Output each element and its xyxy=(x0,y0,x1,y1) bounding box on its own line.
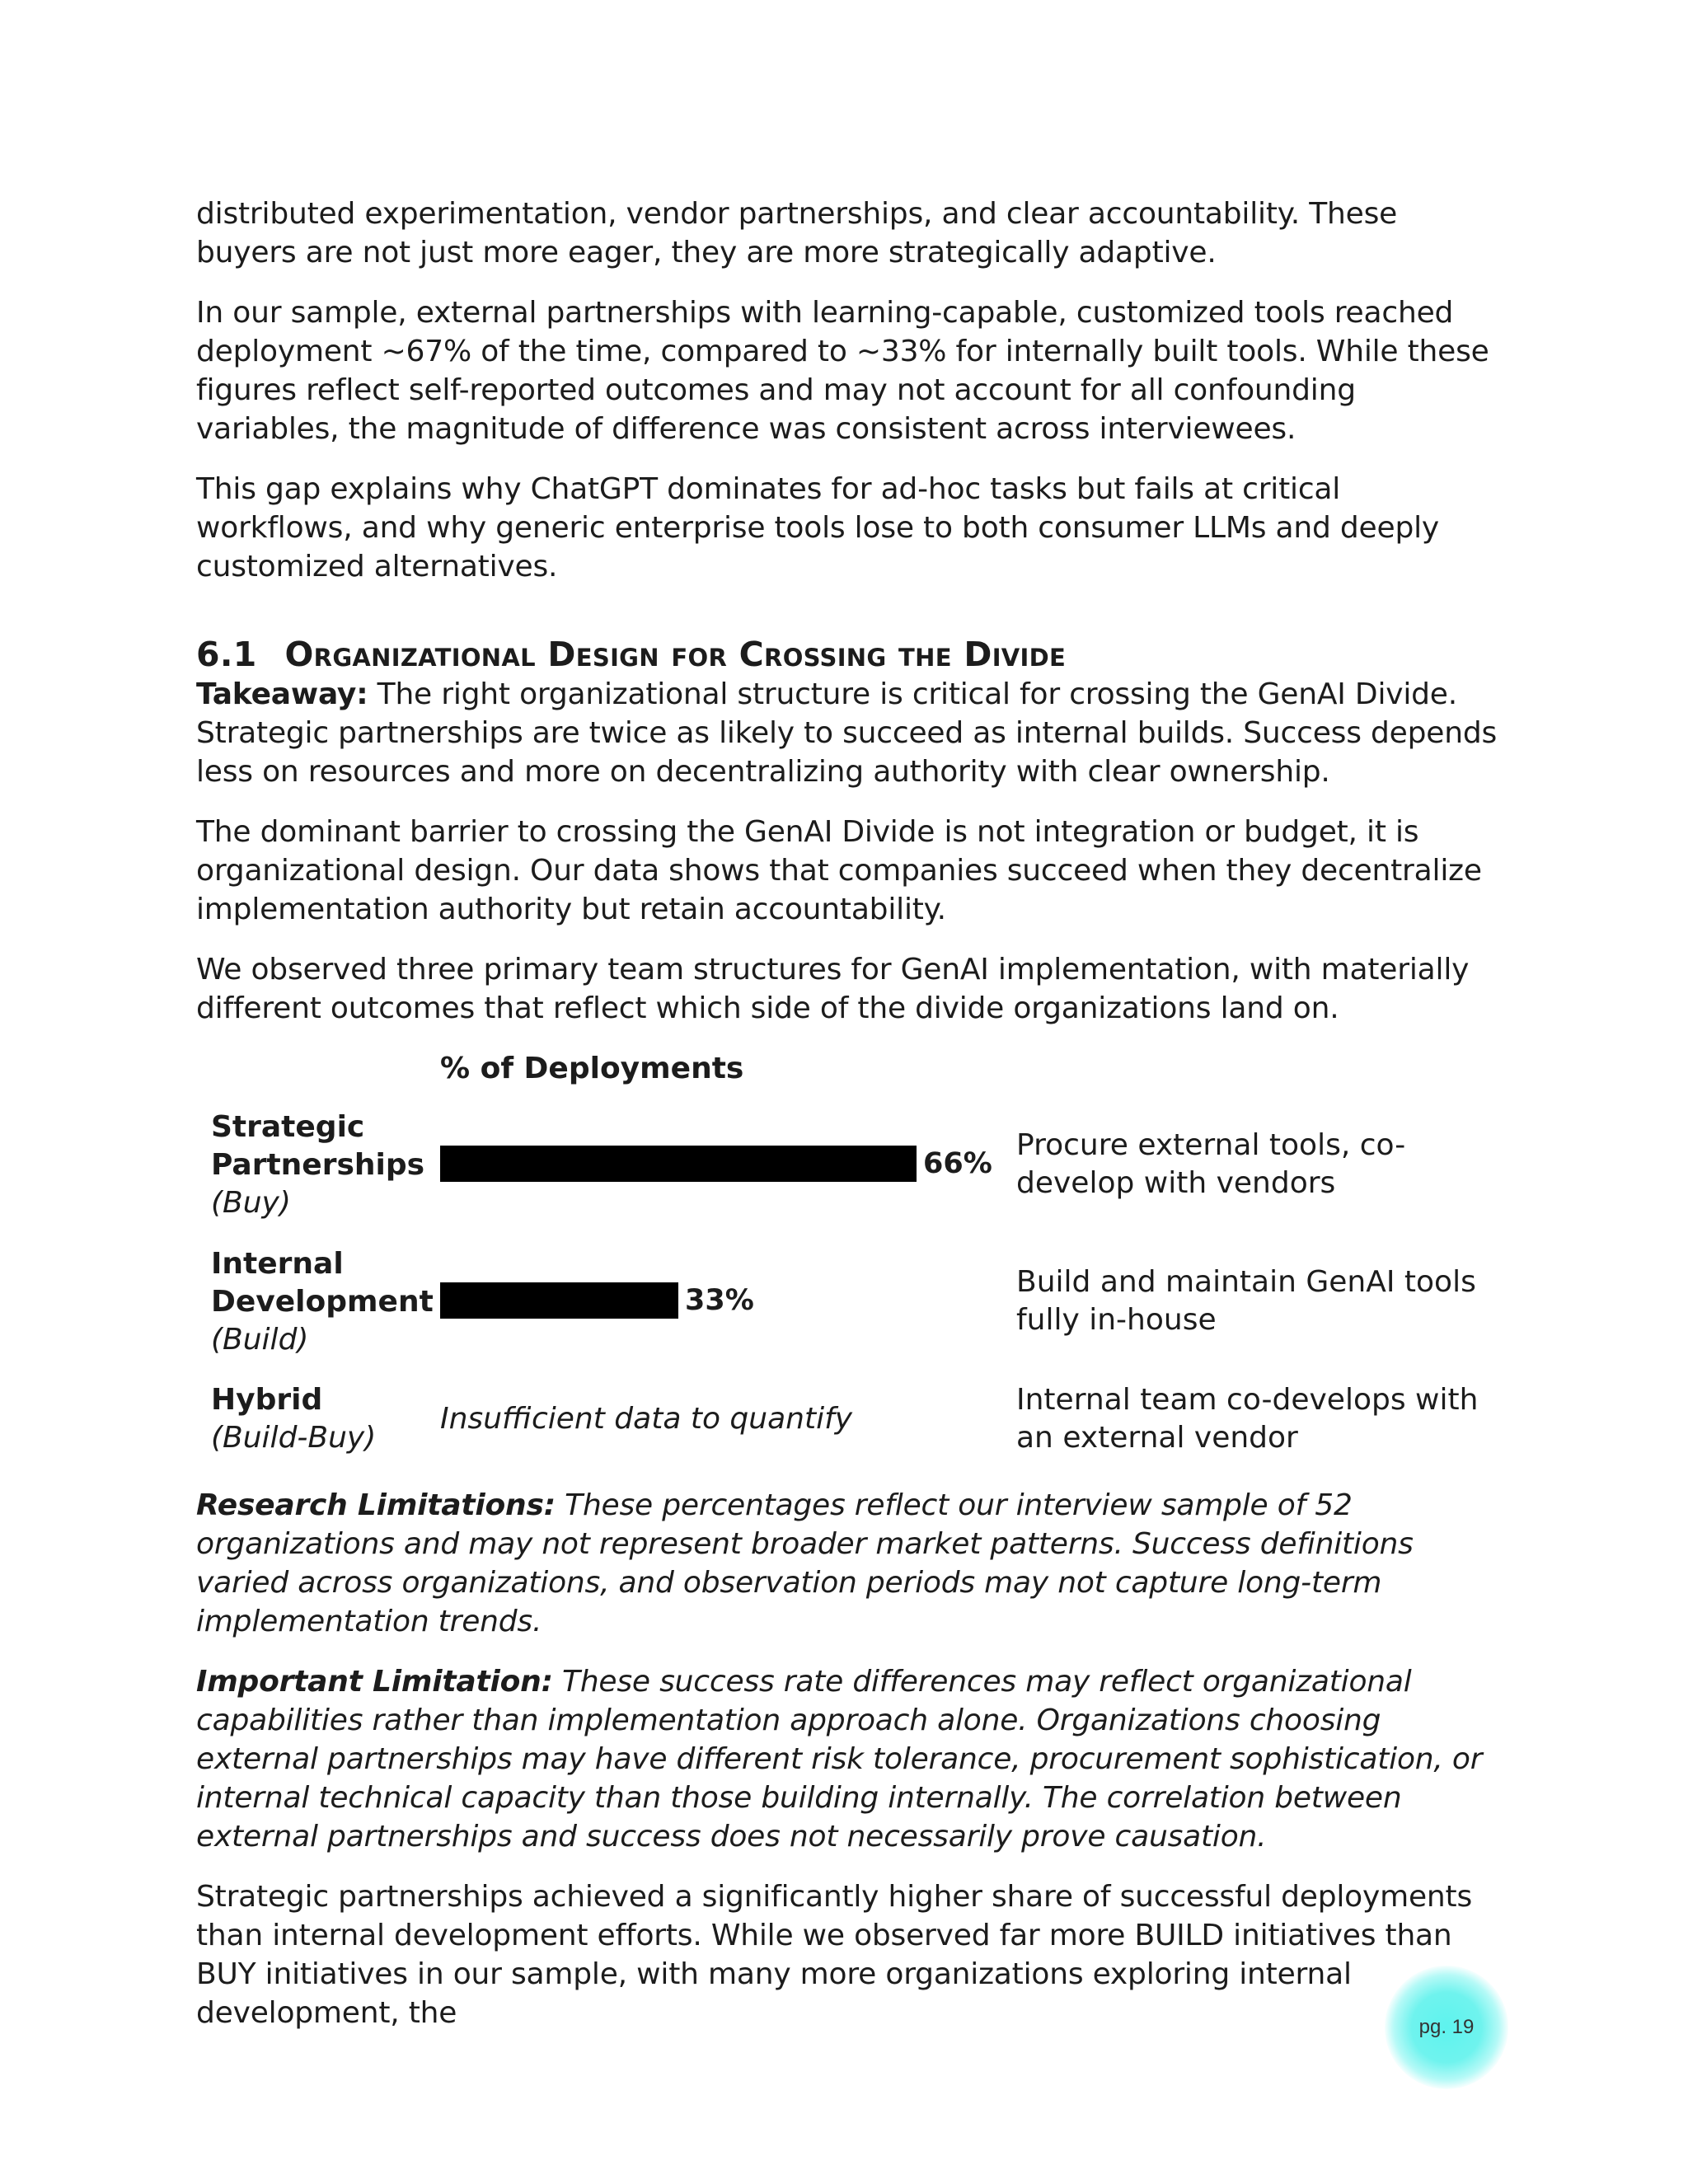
takeaway-label: Takeaway: xyxy=(196,677,368,711)
deployments-chart xyxy=(196,1049,1498,1486)
row-label-main: Hybrid xyxy=(211,1383,323,1417)
page-number-badge xyxy=(1385,1966,1508,2089)
section-number: 6.1 xyxy=(196,635,257,674)
paragraph-gap-explanation: This gap explains why ChatGPT dominates for ad-hoc tasks but fails at critical workflows, and why generic enterprise tools lose to both consumer LLMs and deeply customized alternatives. xyxy=(196,472,1440,583)
paragraph-team-structures: We observed three primary team structures for GenAI implementation, with materially different outcomes that reflect which side of the divide organizations land on. xyxy=(196,953,1470,1025)
important-limitation-note xyxy=(196,1662,1498,1856)
paragraph-intro-continued: distributed experimentation, vendor partnerships, and clear accountability. These buyers are not just more eager, they are more strategically adaptive. xyxy=(196,197,1398,269)
section-heading xyxy=(196,634,1498,675)
important-limitation-text: These success rate differences may reflect organizational capabilities rather than implementation approach alone. Organizations choosing external partnerships may have different risk tolerance, procurement sophistication, or internal technical capacity than those building internally. The correlation between external partnerships and success does not necessarily prove causation. xyxy=(196,1665,1483,1854)
research-limitations-label: Research Limitations: xyxy=(196,1488,556,1522)
bar-value-internal-development: 33% xyxy=(685,1284,754,1317)
takeaway-text: The right organizational structure is critical for crossing the GenAI Divide. Strategic partnerships are twice as likely to succeed as internal builds. Success depends less on resources and more on decentralizing authority with clear ownership. xyxy=(196,677,1498,789)
row-desc-strategic-partnerships: Procure external tools, co-develop with vendors xyxy=(1016,1128,1406,1200)
row-label-internal-development xyxy=(211,1245,434,1359)
takeaway-paragraph xyxy=(196,675,1498,791)
row-desc-internal-development: Build and maintain GenAI tools fully in-house xyxy=(1016,1265,1476,1337)
important-limitation-label: Important Limitation: xyxy=(196,1665,553,1699)
row-label-main: Strategic Partnerships xyxy=(211,1110,425,1182)
page-number: pg. 19 xyxy=(1418,2016,1475,2038)
section-title: Organizational Design for Crossing the Divide xyxy=(284,635,1067,674)
paragraph-strategic-partnerships-share: Strategic partnerships achieved a significantly higher share of successful deployments than internal development efforts. While we observed far more BUILD initiatives than BUY initiatives in our sample, with many more organizations exploring internal development, the xyxy=(196,1880,1473,2030)
bar-strategic-partnerships xyxy=(440,1146,917,1182)
row-desc-hybrid: Internal team co-develops with an external vendor xyxy=(1016,1383,1479,1455)
chart-title: % of Deployments xyxy=(440,1052,744,1085)
bar-value-strategic-partnerships: 66% xyxy=(923,1147,992,1180)
row-label-main: Internal Development xyxy=(211,1247,434,1319)
row-label-sub: (Buy) xyxy=(211,1186,291,1220)
row-label-strategic-partnerships xyxy=(211,1108,425,1222)
paragraph-sample-results: In our sample, external partnerships with learning-capable, customized tools reached deployment ~67% of the time, compared to ~33% for internally built tools. While these figures reflect self-reported outcomes and may not account for all confounding variables, the magnitude of difference was consistent across interviewees. xyxy=(196,296,1489,446)
row-label-hybrid xyxy=(211,1381,425,1457)
bar-internal-development xyxy=(440,1282,678,1319)
row-label-sub: (Build-Buy) xyxy=(211,1421,377,1455)
page-body xyxy=(196,194,1498,2054)
row-label-sub: (Build) xyxy=(211,1323,309,1357)
research-limitations-text: These percentages reflect our interview sample of 52 organizations and may not represent broader market patterns. Success definitions varied across organizations, and observation periods may not capture long-term implementation trends. xyxy=(196,1488,1414,1638)
research-limitations-note xyxy=(196,1486,1498,1641)
paragraph-dominant-barrier: The dominant barrier to crossing the GenAI Divide is not integration or budget, it is organizational design. Our data shows that companies succeed when they decentralize implementation authority but retain accountability. xyxy=(196,815,1482,926)
no-data-hybrid: Insufficient data to quantify xyxy=(440,1402,853,1436)
